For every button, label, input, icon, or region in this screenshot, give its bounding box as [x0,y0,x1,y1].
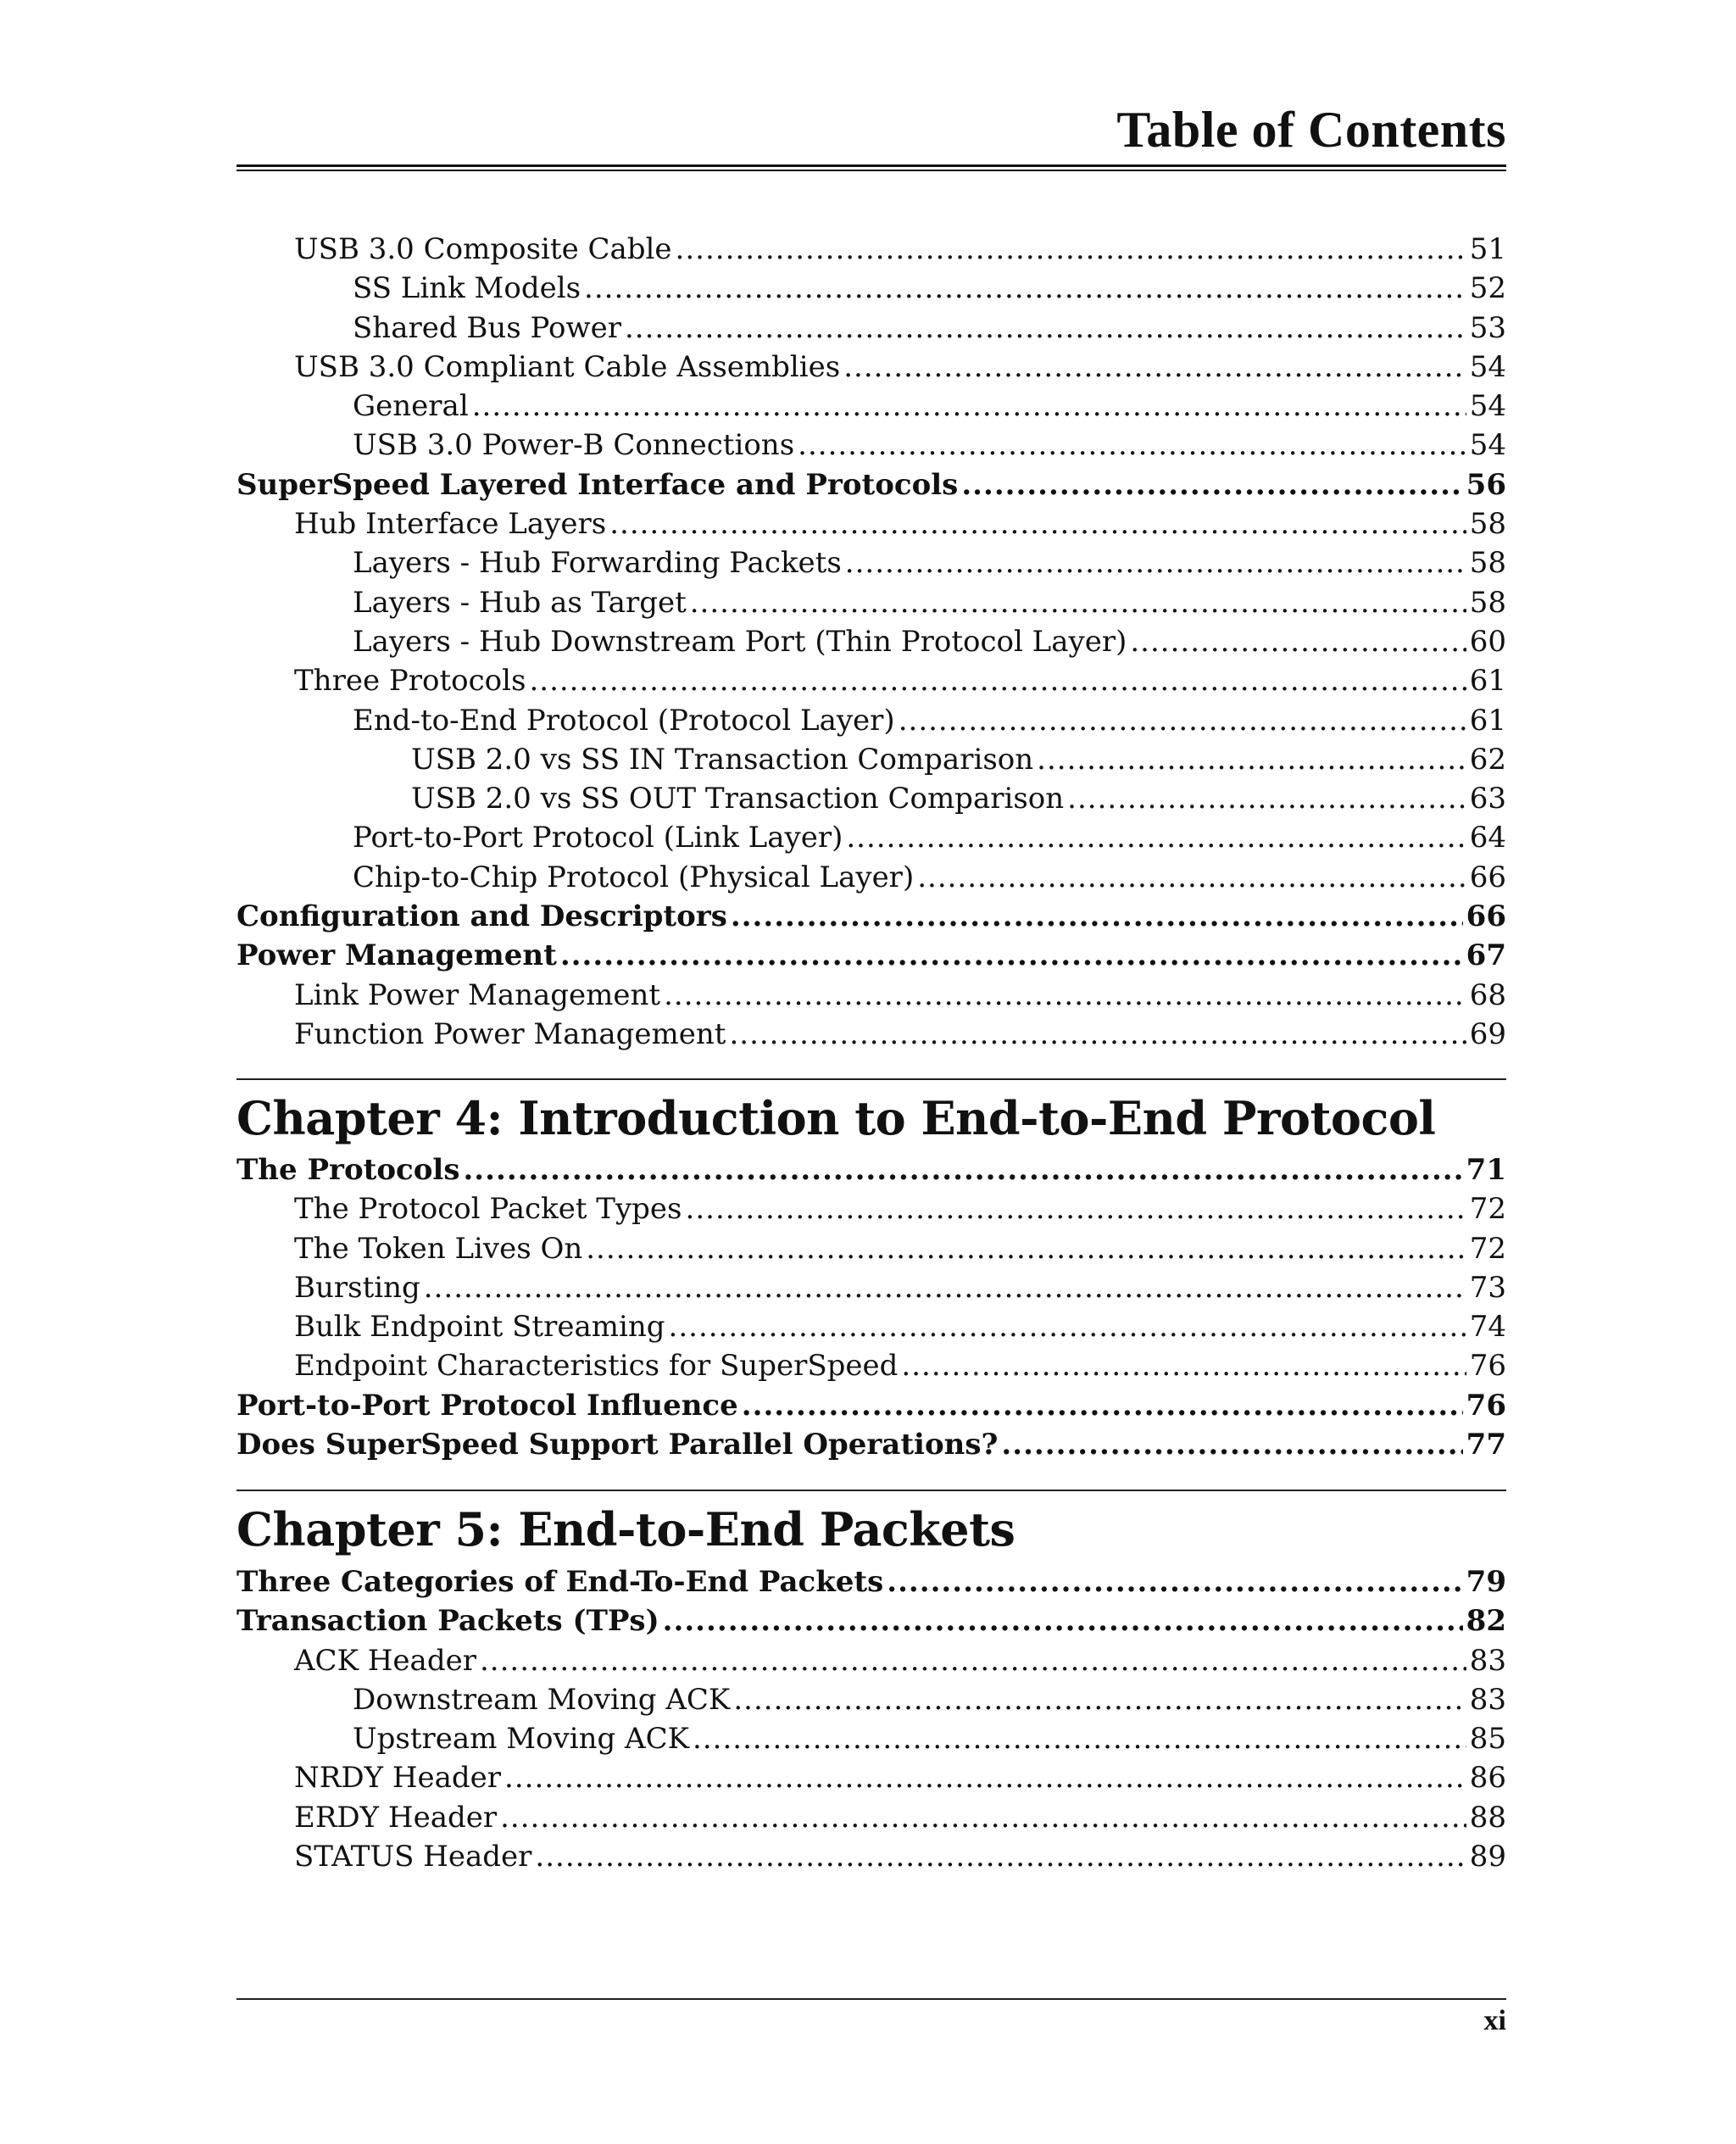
toc-entry[interactable] [236,1641,1506,1680]
toc-entry-label: Layers - Hub Downstream Port (Thin Protocol Layer) [353,624,1127,659]
toc-entry-label: The Token Lives On [294,1231,583,1266]
toc-entry-page-number: 58 [1469,507,1506,542]
dot-leader [887,1562,1462,1601]
toc-entry[interactable] [236,269,1506,308]
dot-leader [733,1680,1466,1719]
dot-leader [843,348,1466,387]
toc-entry-label: USB 2.0 vs SS OUT Transaction Comparison [411,782,1065,816]
toc-entry-page-number: 76 [1469,1349,1506,1384]
toc-entry-page-number: 60 [1469,624,1506,659]
toc-entry-page-number: 53 [1469,310,1506,345]
page-title: Table of Contents [1116,102,1506,158]
toc-entry-label: The Protocols [236,1153,460,1187]
toc-entry-label: Layers - Hub as Target [353,585,687,620]
toc-entry[interactable] [236,1601,1506,1640]
toc-entry-label: ERDY Header [294,1800,498,1835]
toc-entry-label: USB 3.0 Power-B Connections [353,428,795,463]
dot-leader [424,1268,1466,1307]
dot-leader [845,543,1466,582]
toc-entry[interactable] [236,348,1506,387]
toc-entry-page-number: 79 [1466,1565,1506,1599]
dot-leader [664,976,1466,1015]
toc-entry-page-number: 52 [1469,271,1506,306]
toc-entry-page-number: 83 [1469,1643,1506,1678]
dot-leader [690,583,1466,622]
toc-entry[interactable] [236,1229,1506,1268]
toc-entry-label: Downstream Moving ACK [353,1682,731,1717]
toc-entry[interactable] [236,543,1506,582]
dot-leader [584,269,1466,308]
chapter-heading-5: Chapter 5: End-to-End Packets [236,1502,1015,1556]
dot-leader [625,309,1466,348]
dot-leader [693,1719,1466,1758]
dot-leader [1001,1425,1462,1464]
toc-entry-label: SS Link Models [353,271,581,306]
toc-entry-label: Bulk Endpoint Streaming [294,1310,665,1345]
toc-entry-page-number: 74 [1469,1310,1506,1345]
toc-entry-label: SuperSpeed Layered Interface and Protocols [236,467,959,502]
toc-entry-page-number: 63 [1469,782,1506,816]
toc-entry[interactable] [236,465,1506,504]
toc-entry-page-number: 72 [1469,1231,1506,1266]
toc-entry-page-number: 82 [1466,1604,1506,1639]
dot-leader [500,1798,1466,1837]
dot-leader [686,1189,1466,1228]
toc-entry-page-number: 56 [1466,467,1506,502]
toc-entry[interactable] [236,1150,1506,1189]
toc-entry[interactable] [236,1719,1506,1758]
toc-entry-page-number: 64 [1469,821,1506,855]
toc-entry[interactable] [236,426,1506,465]
toc-entry[interactable] [236,1189,1506,1228]
toc-entry-label: Endpoint Characteristics for SuperSpeed [294,1349,899,1384]
title-rule [236,164,1506,167]
toc-entry-label: Shared Bus Power [353,310,621,345]
toc-entry[interactable] [236,701,1506,740]
dot-leader [535,1837,1466,1876]
dot-leader [1130,622,1466,661]
toc-entry[interactable] [236,1268,1506,1307]
toc-entry-page-number: 58 [1469,546,1506,581]
chapter-divider [236,1078,1506,1080]
toc-entry-label: Power Management [236,938,557,973]
toc-entry[interactable] [236,1346,1506,1385]
toc-entry[interactable] [236,858,1506,897]
toc-entry[interactable] [236,309,1506,348]
dot-leader [609,504,1466,543]
toc-entry-page-number: 83 [1469,1682,1506,1717]
toc-entry-page-number: 61 [1469,664,1506,699]
toc-entry[interactable] [236,622,1506,661]
toc-entry-page-number: 71 [1466,1153,1506,1187]
footer-rule [236,1998,1506,2000]
toc-entry-label: USB 3.0 Compliant Cable Assemblies [294,349,841,384]
toc-entry-label: Does SuperSpeed Support Parallel Operations? [236,1428,999,1462]
dot-leader [472,387,1466,426]
toc-entry-label: Three Protocols [294,664,526,699]
dot-leader [961,465,1462,504]
toc-list [236,230,1506,1054]
dot-leader [463,1150,1462,1189]
toc-entry-label: Function Power Management [294,1016,726,1051]
dot-leader [798,426,1466,465]
dot-leader [729,1015,1466,1054]
toc-entry[interactable] [236,1798,1506,1837]
toc-section-chapter-5 [236,1562,1506,1876]
dot-leader [676,230,1466,269]
toc-entry-page-number: 72 [1469,1192,1506,1227]
toc-section-chapter-3-continued [236,230,1506,1054]
toc-entry[interactable] [236,1386,1506,1425]
toc-entry-label: Bursting [294,1270,420,1305]
toc-entry-page-number: 85 [1469,1722,1506,1757]
toc-section-chapter-4 [236,1150,1506,1464]
toc-entry-page-number: 86 [1469,1761,1506,1796]
toc-entry-label: STATUS Header [294,1840,532,1874]
toc-entry-label: Three Categories of End-To-End Packets [236,1565,884,1599]
toc-entry[interactable] [236,504,1506,543]
toc-entry-page-number: 58 [1469,585,1506,620]
toc-list [236,1150,1506,1464]
dot-leader [917,858,1466,897]
toc-entry-page-number: 77 [1466,1428,1506,1462]
toc-entry[interactable] [236,1562,1506,1601]
dot-leader [846,818,1466,857]
toc-entry-page-number: 54 [1469,349,1506,384]
toc-entry-page-number: 69 [1469,1016,1506,1051]
toc-entry[interactable] [236,976,1506,1015]
toc-entry-page-number: 61 [1469,703,1506,738]
dot-leader [901,1346,1466,1385]
document-page [236,0,1506,2144]
toc-entry[interactable] [236,740,1506,779]
toc-entry-label: NRDY Header [294,1761,502,1796]
toc-list [236,1562,1506,1876]
chapter-heading-4: Chapter 4: Introduction to End-to-End Protocol [236,1091,1436,1145]
toc-entry-page-number: 67 [1466,938,1506,973]
toc-entry-label: Upstream Moving ACK [353,1722,690,1757]
toc-entry-label: Link Power Management [294,977,661,1012]
toc-entry[interactable] [236,1307,1506,1346]
dot-leader [529,661,1466,700]
dot-leader [663,1601,1463,1640]
toc-entry-label: Port-to-Port Protocol (Link Layer) [353,821,843,855]
toc-entry[interactable] [236,1015,1506,1054]
title-rule-double [236,170,1506,171]
dot-leader [480,1641,1466,1680]
dot-leader [1067,779,1466,818]
toc-entry[interactable] [236,936,1506,975]
toc-entry[interactable] [236,583,1506,622]
toc-entry[interactable] [236,1680,1506,1719]
toc-entry-page-number: 76 [1466,1388,1506,1423]
dot-leader [560,936,1463,975]
dot-leader [899,701,1466,740]
dot-leader [742,1386,1463,1425]
toc-entry-label: USB 2.0 vs SS IN Transaction Comparison [411,742,1034,777]
toc-entry[interactable] [236,230,1506,269]
toc-entry[interactable] [236,779,1506,818]
chapter-divider [236,1490,1506,1491]
toc-entry[interactable] [236,661,1506,700]
toc-entry-label: Chip-to-Chip Protocol (Physical Layer) [353,860,915,894]
toc-entry[interactable] [236,1758,1506,1797]
toc-entry-label: General [353,389,469,424]
toc-entry[interactable] [236,818,1506,857]
dot-leader [504,1758,1466,1797]
dot-leader [669,1307,1466,1346]
dot-leader [586,1229,1466,1268]
toc-entry-page-number: 54 [1469,428,1506,463]
toc-entry-page-number: 51 [1469,232,1506,266]
dot-leader [731,897,1463,936]
toc-entry-page-number: 73 [1469,1270,1506,1305]
dot-leader [1037,740,1466,779]
toc-entry-page-number: 68 [1469,977,1506,1012]
toc-entry-label: USB 3.0 Composite Cable [294,232,672,266]
page-number: xi [1483,2005,1506,2036]
toc-entry-page-number: 88 [1469,1800,1506,1835]
toc-entry-label: The Protocol Packet Types [294,1192,682,1227]
toc-entry-page-number: 66 [1469,860,1506,894]
toc-entry-label: Hub Interface Layers [294,507,607,542]
toc-entry-page-number: 54 [1469,389,1506,424]
toc-entry-label: Port-to-Port Protocol Influence [236,1388,738,1423]
toc-entry-label: End-to-End Protocol (Protocol Layer) [353,703,895,738]
toc-entry[interactable] [236,1425,1506,1464]
toc-entry-page-number: 66 [1466,899,1506,934]
toc-entry-label: Configuration and Descriptors [236,899,727,934]
toc-entry[interactable] [236,897,1506,936]
toc-entry-label: ACK Header [294,1643,476,1678]
toc-entry-label: Layers - Hub Forwarding Packets [353,546,842,581]
toc-entry[interactable] [236,387,1506,426]
toc-entry-page-number: 89 [1469,1840,1506,1874]
toc-entry[interactable] [236,1837,1506,1876]
toc-entry-label: Transaction Packets (TPs) [236,1604,659,1639]
toc-entry-page-number: 62 [1469,742,1506,777]
